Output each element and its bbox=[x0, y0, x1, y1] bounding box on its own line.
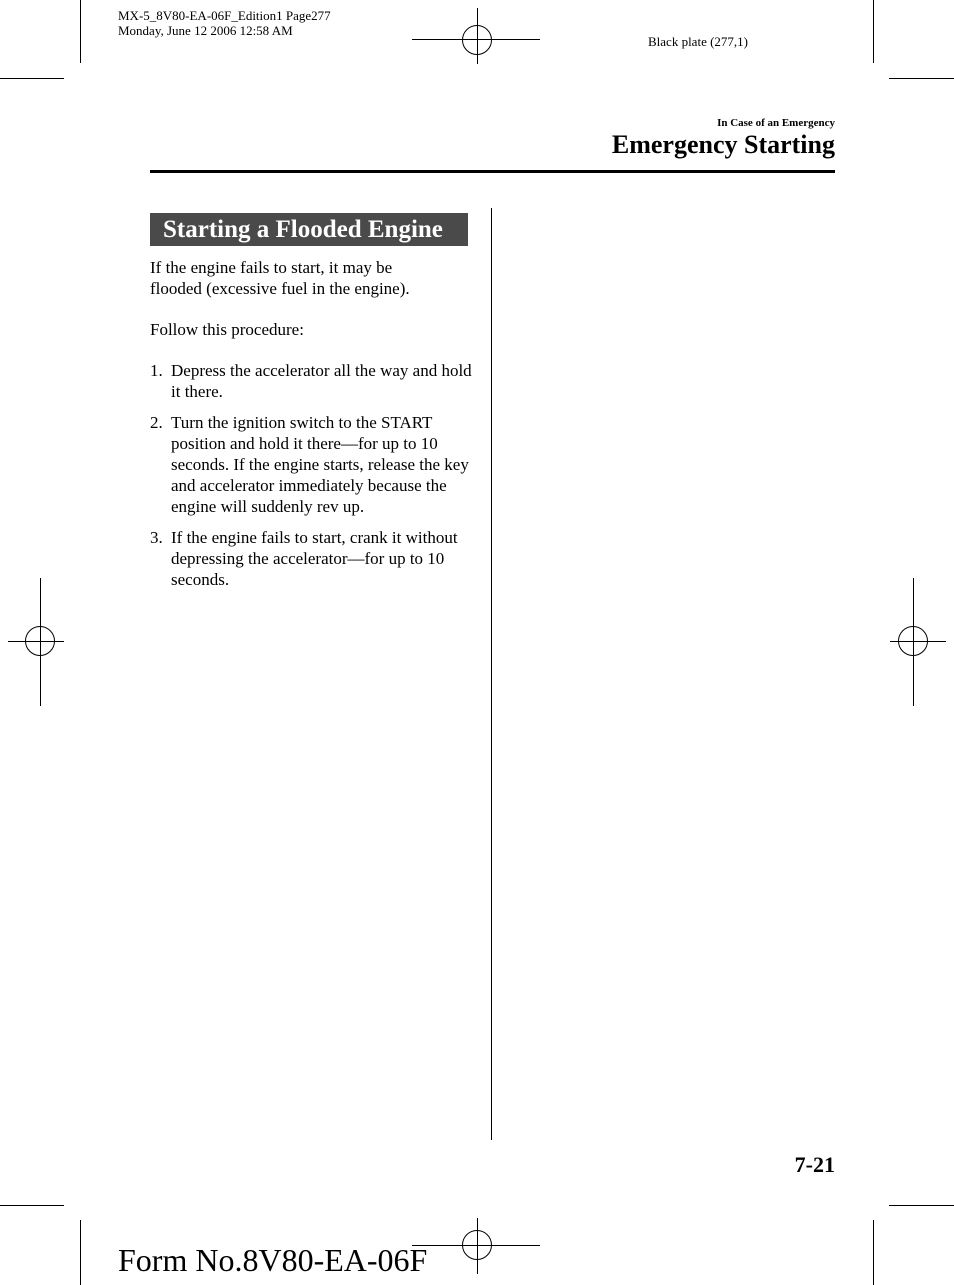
header-rule bbox=[150, 170, 835, 173]
section-name: In Case of an Emergency bbox=[717, 117, 835, 129]
intro-line-1: If the engine fails to start, it may be bbox=[150, 258, 393, 277]
procedure-steps bbox=[150, 360, 480, 600]
procedure-label: Follow this procedure: bbox=[150, 320, 304, 339]
step-item bbox=[150, 412, 480, 517]
column-divider bbox=[491, 208, 492, 1140]
step-item bbox=[150, 527, 480, 590]
page-title: Emergency Starting bbox=[611, 130, 835, 159]
step-item bbox=[150, 360, 480, 402]
intro-line-2: flooded (excessive fuel in the engine). bbox=[150, 279, 410, 298]
plate-label: Black plate (277,1) bbox=[648, 34, 748, 49]
step-text: If the engine fails to start, crank it without depressing the accelerator―for up to 10 seconds. bbox=[171, 528, 458, 589]
step-number: 1. bbox=[150, 361, 163, 380]
slug-date-line: Monday, June 12 2006 12:58 AM bbox=[118, 23, 293, 38]
print-slug bbox=[118, 8, 331, 38]
section-heading: Starting a Flooded Engine bbox=[150, 213, 468, 246]
step-number: 3. bbox=[150, 528, 163, 547]
step-text: Depress the accelerator all the way and hold it there. bbox=[171, 361, 472, 401]
intro-paragraph bbox=[150, 257, 480, 299]
form-number: Form No.8V80-EA-06F bbox=[118, 1242, 428, 1278]
slug-file-line: MX-5_8V80-EA-06F_Edition1 Page277 bbox=[118, 8, 331, 23]
step-number: 2. bbox=[150, 413, 163, 432]
step-text: Turn the ignition switch to the START position and hold it there―for up to 10 seconds. If the engine starts, release the key and accelerator immediately because the engine will suddenly rev up. bbox=[171, 413, 469, 516]
page-number: 7-21 bbox=[794, 1152, 835, 1177]
